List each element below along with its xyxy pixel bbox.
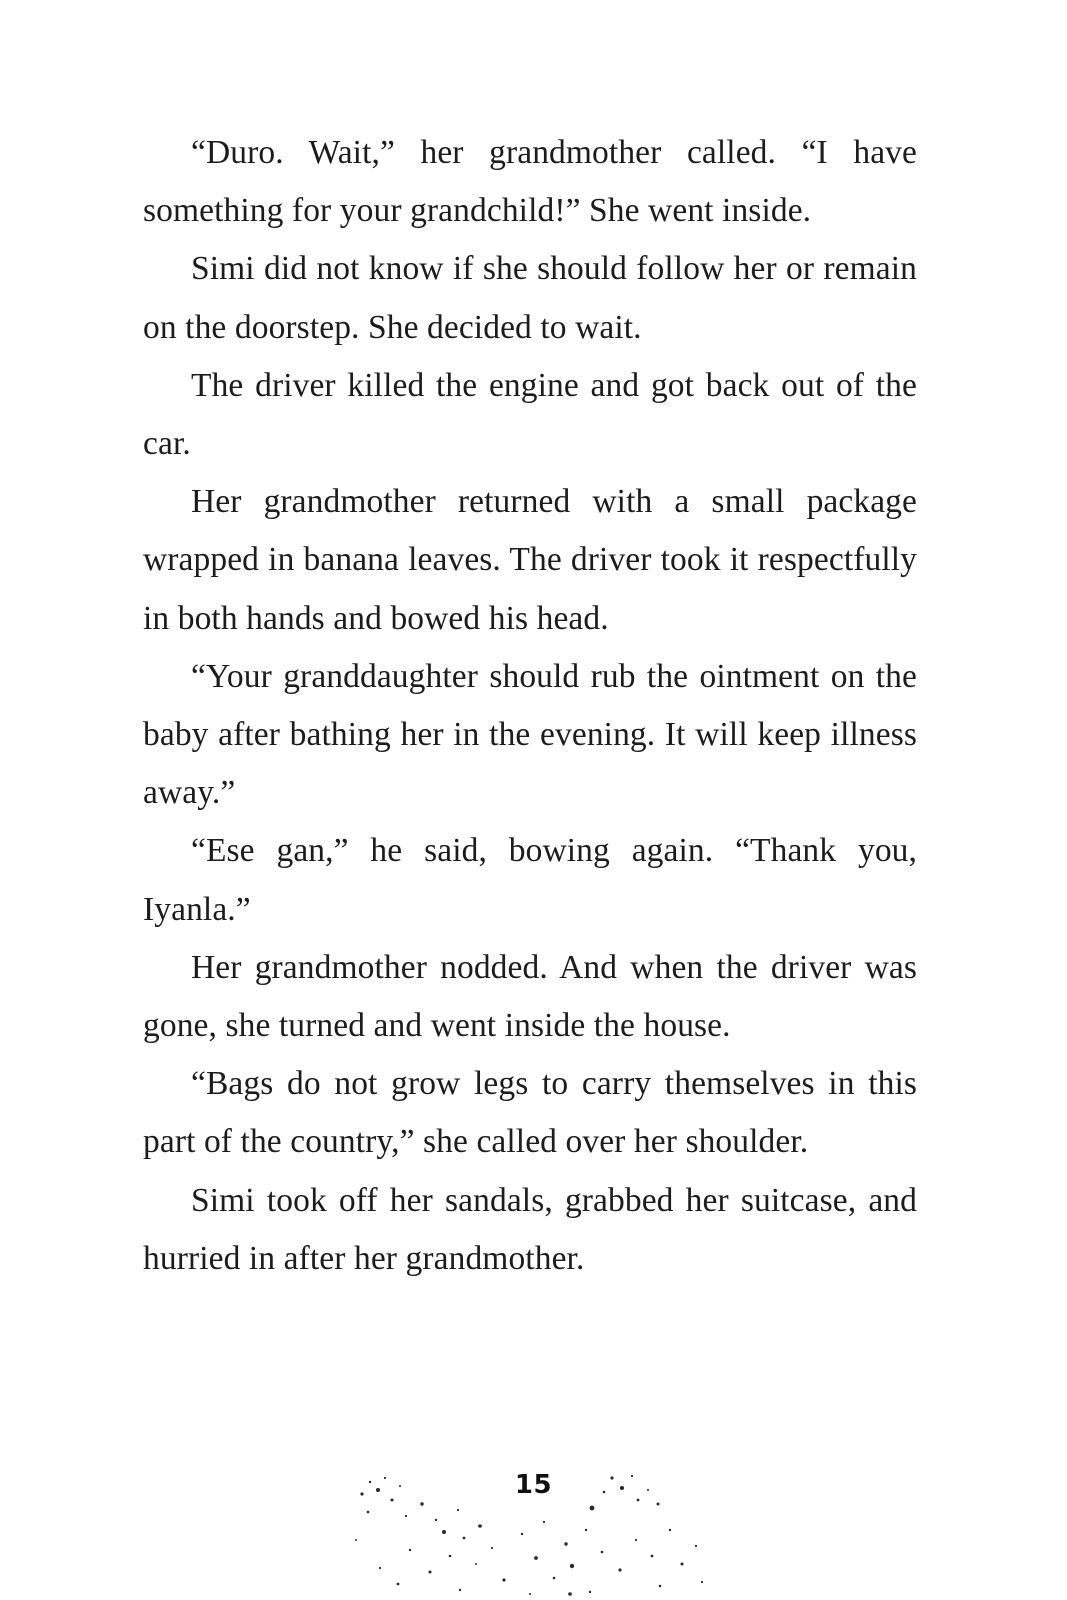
paragraph-5: “Your granddaughter should rub the ointment on the baby after bathing her in the evening. It will keep illness away.” (143, 657, 917, 812)
paragraph-3: The driver killed the engine and got back out of the car. (143, 366, 917, 463)
paragraph-4: Her grandmother returned with a small package wrapped in banana leaves. The driver took it respectfully in both hands and bowed his head. (143, 483, 917, 637)
page-body (143, 124, 917, 1288)
paragraph-2: Simi did not know if she should follow her or remain on the doorstep. She decided to wait. (143, 250, 917, 346)
paragraph-8: “Bags do not grow legs to carry themselves in this part of the country,” she called over her shoulder. (143, 1065, 917, 1161)
paragraph-6: “Ese gan,” he said, bowing again. “Thank you, Iyanla.” (143, 832, 917, 928)
paragraph-7: Her grandmother nodded. And when the driver was gone, she turned and went inside the house. (143, 948, 917, 1045)
paragraph-1: “Duro. Wait,” her grandmother called. “I have something for your grandchild!” She went inside. (143, 134, 917, 230)
page-footer (0, 1460, 1067, 1600)
page-number: 15 (514, 1470, 553, 1500)
paragraph-9: Simi took off her sandals, grabbed her suitcase, and hurried in after her grandmother. (143, 1181, 917, 1277)
